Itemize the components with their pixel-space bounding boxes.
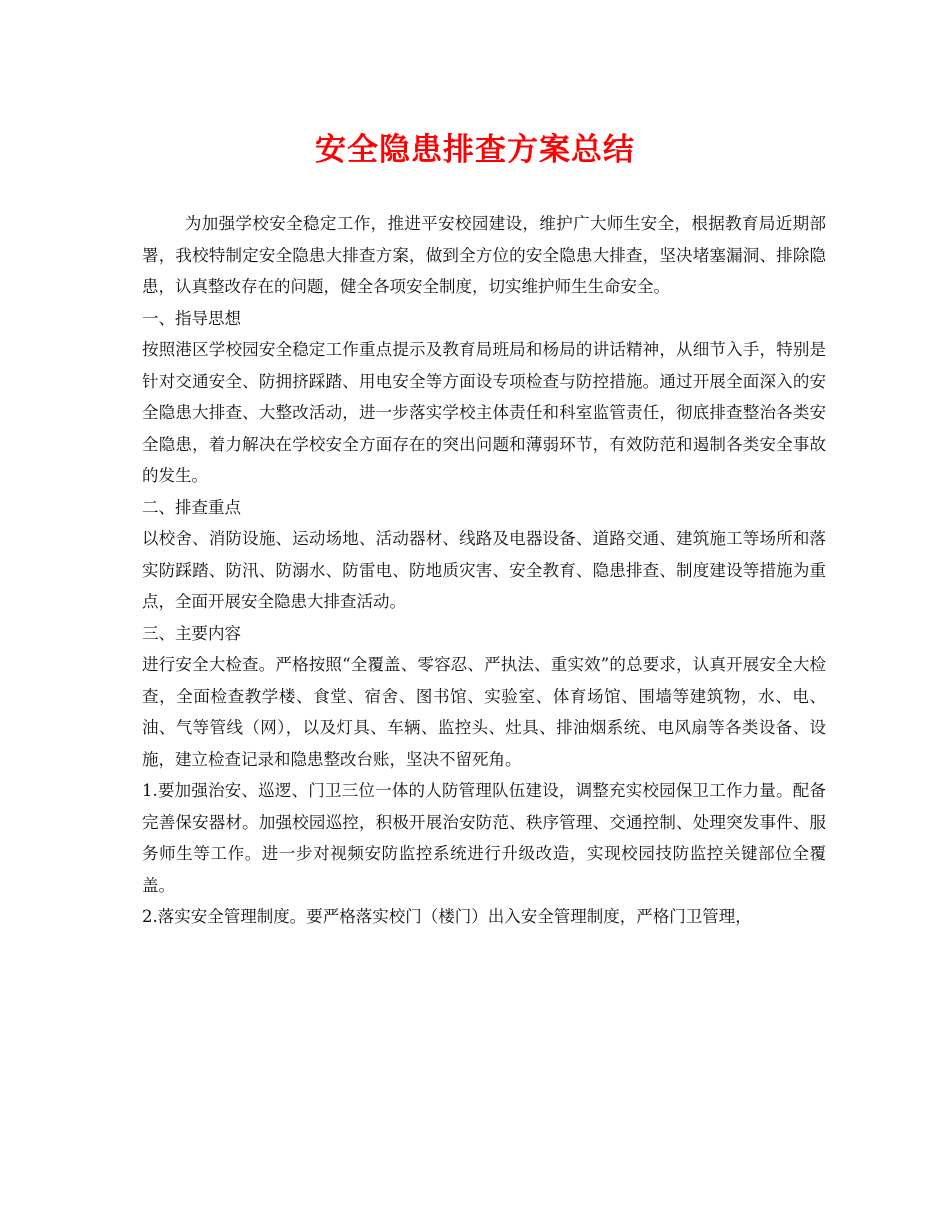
list-item-1: 1.要加强治安、巡逻、门卫三位一体的人防管理队伍建设，调整充实校园保卫工作力量。配备完善保安器材。加强校园巡控，积极开展治安防范、秩序管理、交通控制、处理突发事件、服务师生等工作。进一步对视频安防监控系统进行升级改造，实现校园技防监控关键部位全覆盖。 (142, 781, 826, 895)
document-body (142, 208, 826, 933)
inspection-focus-paragraph: 以校舍、消防设施、运动场地、活动器材、线路及电器设备、道路交通、建筑施工等场所和落实防踩踏、防汛、防溺水、防雷电、防地质灾害、安全教育、隐患排查、制度建设等措施为重点，全面开展安全隐患大排查活动。 (142, 529, 826, 611)
section-heading-inspection-focus: 二、排查重点 (142, 497, 241, 517)
section-heading-main-content: 三、主要内容 (142, 623, 241, 643)
document-title: 安全隐患排查方案总结 (315, 132, 635, 168)
main-content-paragraph: 进行安全大检查。严格按照“全覆盖、零容忍、严执法、重实效”的总要求，认真开展安全大检查，全面检查教学楼、食堂、宿舍、图书馆、实验室、体育场馆、围墙等建筑物，水、电、油、气等管线（网），以及灯具、车辆、监控头、灶具、排油烟系统、电风扇等各类设备、设施，建立检查记录和隐患整改台账，坚决不留死角。 (142, 655, 826, 769)
intro-paragraph: 为加强学校安全稳定工作，推进平安校园建设，维护广大师生安全，根据教育局近期部署，我校特制定安全隐患大排查方案，做到全方位的安全隐患大排查，坚决堵塞漏洞、排除隐患，认真整改存在的问题，健全各项安全制度，切实维护师生生命安全。 (142, 214, 826, 296)
guiding-ideology-paragraph: 按照港区学校园安全稳定工作重点提示及教育局班局和杨局的讲话精神，从细节入手，特别是针对交通安全、防拥挤踩踏、用电安全等方面设专项检查与防控措施。通过开展全面深入的安全隐患大排查、大整改活动，进一步落实学校主体责任和科室监管责任，彻底排查整治各类安全隐患，着力解决在学校安全方面存在的突出问题和薄弱环节，有效防范和遏制各类安全事故的发生。 (142, 340, 826, 485)
list-item-2: 2.落实安全管理制度。要严格落实校门（楼门）出入安全管理制度，严格门卫管理， (142, 907, 752, 926)
section-heading-guiding-ideology: 一、指导思想 (142, 308, 241, 328)
